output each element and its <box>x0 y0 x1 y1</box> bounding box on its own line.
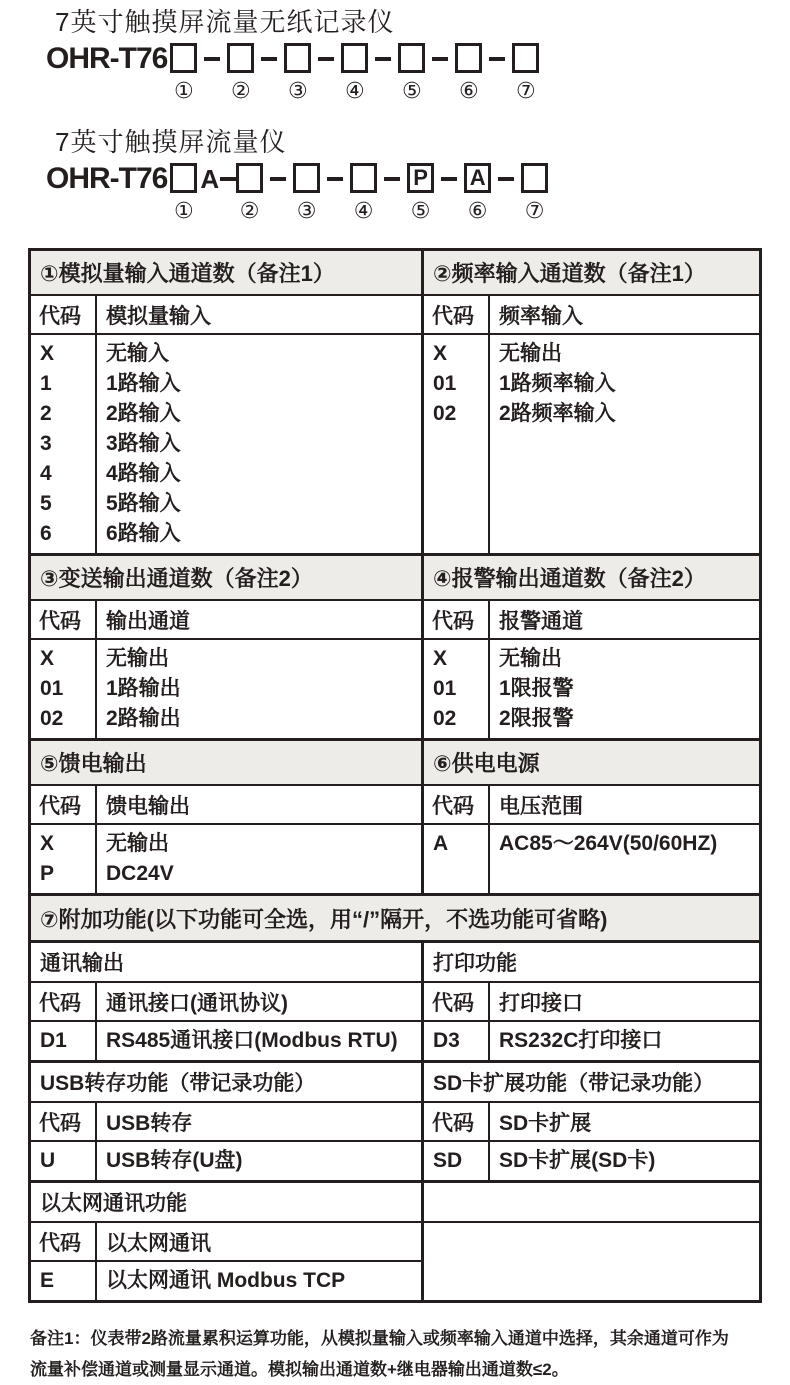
model1-pos-5 <box>398 43 425 102</box>
desc-cell: 1限报警 <box>499 677 574 700</box>
section-title-5: ⑤馈电输出 <box>31 741 421 786</box>
dash-separator <box>220 163 236 181</box>
band-comm-print <box>31 940 759 1060</box>
desc-cell: DC24V <box>106 862 174 885</box>
position-label: ② <box>230 78 251 103</box>
position-label: ② <box>239 198 260 223</box>
code-cell: 02 <box>40 707 64 730</box>
position-label: ⑥ <box>467 198 488 223</box>
dash-separator <box>377 163 407 181</box>
subsection-title-usb: USB转存功能（带记录功能） <box>31 1063 421 1103</box>
code-cell: X <box>40 832 55 855</box>
code-column <box>31 640 97 738</box>
code-cell: 3 <box>40 432 52 455</box>
dash-separator <box>254 43 284 61</box>
desc-column <box>97 1142 421 1180</box>
model1-pos-6 <box>455 43 482 102</box>
dash-separator <box>482 43 512 61</box>
dash-separator <box>368 43 398 61</box>
model-box <box>521 163 548 193</box>
desc-cell: 5路输入 <box>106 492 181 515</box>
code-cell: X <box>40 342 55 365</box>
code-column <box>31 1142 97 1180</box>
desc-column <box>490 1142 759 1180</box>
model-box <box>236 163 263 193</box>
position-label: ④ <box>344 78 365 103</box>
band-power <box>31 738 759 893</box>
desc-column <box>97 825 421 893</box>
dash-separator <box>434 163 464 181</box>
column-header-cell: 电压范围 <box>499 794 583 818</box>
position-label: ⑦ <box>515 78 536 103</box>
desc-cell: 3路输入 <box>106 432 181 455</box>
model1-pos-3 <box>284 43 311 102</box>
model2-pos-2 <box>236 163 263 222</box>
code-header-cell: 代码 <box>31 786 97 823</box>
desc-cell: 无输出 <box>499 342 562 365</box>
desc-column <box>97 640 421 738</box>
dash-separator <box>263 163 293 181</box>
code-header-cell: 代码 <box>424 601 490 638</box>
column-header-cell: 打印接口 <box>499 991 583 1015</box>
desc-column <box>97 1262 421 1300</box>
product2-title: 7英寸触摸屏流量仪 <box>55 127 287 157</box>
code-header-cell: 代码 <box>31 983 97 1020</box>
code-cell: P <box>40 862 55 885</box>
code-cell: SD <box>433 1149 463 1172</box>
model-box <box>341 43 368 73</box>
dash-separator <box>425 43 455 61</box>
code-cell: 1 <box>40 372 52 395</box>
model-box <box>512 43 539 73</box>
code-cell: A <box>433 832 449 855</box>
desc-cell: RS485通讯接口(Modbus RTU) <box>106 1029 398 1052</box>
code-cell: 02 <box>433 402 457 425</box>
position-label: ⑤ <box>410 198 431 223</box>
band-ethernet <box>31 1180 759 1300</box>
model-box: P <box>407 163 434 193</box>
position-label: ⑦ <box>524 198 545 223</box>
code-cell: D3 <box>433 1029 460 1052</box>
code-cell: 4 <box>40 462 52 485</box>
code-header-cell: 代码 <box>31 601 97 638</box>
subsection-title-ethernet: 以太网通讯功能 <box>31 1183 421 1223</box>
code-header-cell: 代码 <box>31 1103 97 1140</box>
code-column <box>31 825 97 893</box>
dash-separator <box>320 163 350 181</box>
column-header-cell: SD卡扩展 <box>499 1111 592 1135</box>
model1-pos-1 <box>170 43 197 102</box>
desc-column <box>97 1022 421 1060</box>
model2-pos-7 <box>521 163 548 222</box>
desc-cell: 2路输出 <box>106 707 181 730</box>
code-column <box>424 825 490 893</box>
desc-cell: 6路输入 <box>106 522 181 545</box>
code-column <box>31 335 97 553</box>
code-column <box>31 1022 97 1060</box>
model2-pos-4 <box>350 163 377 222</box>
desc-column <box>97 335 421 553</box>
code-cell: 01 <box>40 677 64 700</box>
position-label: ⑤ <box>401 78 422 103</box>
model-box <box>227 43 254 73</box>
empty-cell <box>424 1223 759 1300</box>
column-header-cell: 以太网通讯 <box>106 1231 211 1255</box>
model-box <box>350 163 377 193</box>
subsection-title-print: 打印功能 <box>424 943 759 983</box>
code-header-cell: 代码 <box>31 296 97 333</box>
section-title-2: ②频率输入通道数（备注1） <box>424 251 759 296</box>
code-cell: X <box>433 342 448 365</box>
column-header-cell: USB转存 <box>106 1111 193 1135</box>
code-cell: E <box>40 1269 55 1292</box>
model-box <box>170 163 197 193</box>
column-header-cell: 通讯接口(通讯协议) <box>106 991 288 1015</box>
desc-cell: 1路频率输入 <box>499 372 616 395</box>
model1-pos-2 <box>227 43 254 102</box>
model2-diagram <box>46 163 790 222</box>
column-header-cell: 模拟量输入 <box>106 304 211 328</box>
desc-cell: 无输出 <box>106 647 169 670</box>
position-label: ⑥ <box>458 78 479 103</box>
section-title-3: ③变送输出通道数（备注2） <box>31 556 421 601</box>
desc-cell: 无输出 <box>106 832 169 855</box>
code-cell: 2 <box>40 402 52 425</box>
desc-cell: 1路输出 <box>106 677 181 700</box>
band-usb-sd <box>31 1060 759 1180</box>
dash-separator <box>197 43 227 61</box>
column-header-cell: 馈电输出 <box>106 794 190 818</box>
desc-cell: 2路频率输入 <box>499 402 616 425</box>
section-title-6: ⑥供电电源 <box>424 741 759 786</box>
section-title-4: ④报警输出通道数（备注2） <box>424 556 759 601</box>
code-cell: X <box>40 647 55 670</box>
column-header-cell: 输出通道 <box>106 609 190 633</box>
model-box: A <box>464 163 491 193</box>
model2-prefix: OHR-T76 <box>46 162 168 195</box>
code-cell: 02 <box>433 707 457 730</box>
desc-cell: AC85～264V(50/60HZ) <box>499 832 718 855</box>
desc-cell: 无输入 <box>106 342 169 365</box>
code-header-cell: 代码 <box>424 296 490 333</box>
band-transmit-alarm <box>31 553 759 738</box>
position-label: ① <box>173 198 194 223</box>
model-box <box>398 43 425 73</box>
desc-cell: 2路输入 <box>106 402 181 425</box>
desc-cell: 2限报警 <box>499 707 574 730</box>
desc-column <box>490 1022 759 1060</box>
subsection-title-comm: 通讯输出 <box>31 943 421 983</box>
model2-pos-3 <box>293 163 320 222</box>
position-label: ① <box>173 78 194 103</box>
band-additional-header <box>31 893 759 940</box>
code-cell: 5 <box>40 492 52 515</box>
section-title-7: ⑦附加功能(以下功能可全选，用“/”隔开，不选功能可省略) <box>31 896 759 940</box>
code-column <box>424 640 490 738</box>
code-header-cell: 代码 <box>424 1103 490 1140</box>
code-column <box>31 1262 97 1300</box>
position-label: ③ <box>287 78 308 103</box>
model-box <box>455 43 482 73</box>
position-label: ④ <box>353 198 374 223</box>
desc-column <box>490 335 759 553</box>
model-box <box>170 43 197 73</box>
model-box <box>293 163 320 193</box>
column-header-cell: 频率输入 <box>499 304 583 328</box>
code-header-cell: 代码 <box>424 786 490 823</box>
dash-separator <box>491 163 521 181</box>
desc-cell: USB转存(U盘) <box>106 1149 243 1172</box>
code-cell: 01 <box>433 677 457 700</box>
desc-cell: 以太网通讯 Modbus TCP <box>106 1269 346 1292</box>
selection-table <box>28 248 762 1303</box>
code-column <box>424 1142 490 1180</box>
model2-pos-5 <box>407 163 434 222</box>
section-title-1: ①模拟量输入通道数（备注1） <box>31 251 421 296</box>
model2-fixed-letter: A <box>200 164 220 194</box>
model-box <box>284 43 311 73</box>
remark-note: 备注1：仪表带2路流量累积运算功能，从模拟量输入或频率输入通道中选择，其余通道可作为流量补偿通道或测量显示通道。模拟输出通道数+继电器输出通道数≤2。 <box>30 1329 729 1379</box>
column-header-cell: 报警通道 <box>499 609 583 633</box>
empty-cell <box>424 1183 759 1223</box>
position-label: ③ <box>296 198 317 223</box>
code-cell: 01 <box>433 372 457 395</box>
model1-diagram <box>46 43 790 102</box>
model2-pos-6 <box>464 163 491 222</box>
model2-pos-1 <box>170 163 197 222</box>
code-header-cell: 代码 <box>31 1223 97 1260</box>
code-cell: X <box>433 647 448 670</box>
desc-cell: 无输出 <box>499 647 562 670</box>
desc-cell: SD卡扩展(SD卡) <box>499 1149 656 1172</box>
code-cell: D1 <box>40 1029 67 1052</box>
model1-pos-4 <box>341 43 368 102</box>
desc-cell: 4路输入 <box>106 462 181 485</box>
dash-separator <box>311 43 341 61</box>
model1-pos-7 <box>512 43 539 102</box>
desc-column <box>490 640 759 738</box>
code-column <box>424 335 490 553</box>
model1-prefix: OHR-T76 <box>46 42 168 75</box>
desc-column <box>490 825 759 893</box>
code-cell: U <box>40 1149 56 1172</box>
desc-cell: 1路输入 <box>106 372 181 395</box>
band-analog-frequency <box>31 251 759 553</box>
code-header-cell: 代码 <box>424 983 490 1020</box>
subsection-title-sd: SD卡扩展功能（带记录功能） <box>424 1063 759 1103</box>
code-column <box>424 1022 490 1060</box>
code-cell: 6 <box>40 522 52 545</box>
product1-title: 7英寸触摸屏流量无纸记录仪 <box>55 7 395 37</box>
desc-cell: RS232C打印接口 <box>499 1029 663 1052</box>
